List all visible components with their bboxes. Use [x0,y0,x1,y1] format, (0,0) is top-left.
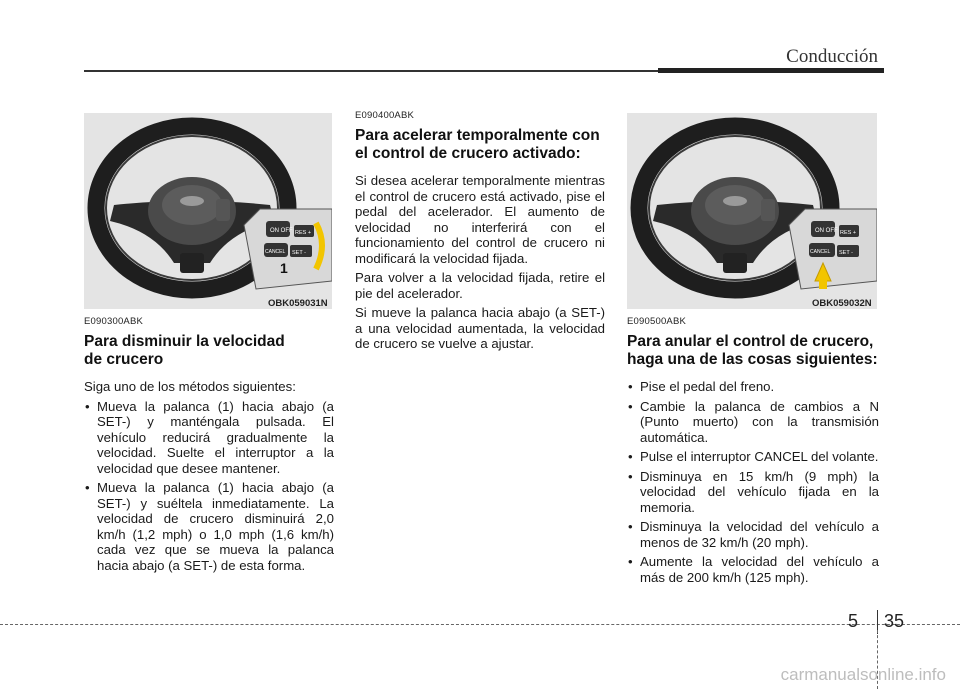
paragraph: Si mueve la palanca hacia abajo (a SET-) a una velocidad aumentada, la velocidad de crucero se vuelve a ajustar. [355,305,605,351]
section-heading: Para anular el control de crucero, haga una de las cosas siguientes: [627,333,878,368]
list-item: • Mueva la palanca (1) hacia abajo (a SET-) y manténgala pulsada. El vehículo reducirá gradualmente la velocidad. Suelte el interruptor a la velocidad que desee mantener. [84,399,334,477]
switch-on-off-label: ON OFF [270,228,293,234]
paragraph: Si desea acelerar temporalmente mientras el control de crucero está activado, pise el pedal del acelerador. El aumento de velocidad no interferirá con el funcionamiento del control de crucero ni modificará la velocidad fijada. [355,173,605,266]
list-item: • Pulse el interruptor CANCEL del volante. [627,449,879,465]
watermark: carmanualsonline.info [780,665,946,684]
method-list [84,399,334,574]
switch-inset-right [789,209,877,289]
right-column-text [627,316,879,589]
section-code: E090300ABK [84,316,144,327]
middle-column-text [355,110,605,352]
steering-wheel-figure-right [627,113,877,309]
switch-set-label: SET - [292,250,306,256]
list-item: • Disminuya la velocidad del vehículo a menos de 32 km/h (20 mph). [627,519,879,550]
steering-wheel-figure-left [84,113,332,309]
switch-res-label: RES + [840,230,857,236]
left-column-text [84,316,334,577]
figure-caption-left: OBK059031N [268,298,328,309]
switch-cancel-label: CANCEL [810,249,831,255]
switch-res-label: RES + [295,230,312,236]
chapter-number: 5 [848,611,859,631]
list-item: • Pise el pedal del freno. [627,379,879,395]
list-item: • Aumente la velocidad del vehículo a más de 200 km/h (125 mph). [627,554,879,585]
section-code: E090500ABK [627,316,687,327]
section-heading: Para disminuir la velocidad de crucero [84,333,285,368]
list-item: • Cambie la palanca de cambios a N (Punto muerto) con la transmisión automática. [627,399,879,446]
paragraph: Para volver a la velocidad fijada, retire el pie del acelerador. [355,270,605,301]
intro-text: Siga uno de los métodos siguientes: [84,379,296,394]
switch-set-label: SET - [839,250,853,256]
lever-number-label: 1 [280,260,288,276]
switch-cancel-label: CANCEL [265,249,286,255]
switch-on-off-label: ON OFF [815,228,838,234]
section-title: Conducción [786,46,878,67]
cancel-method-list [627,379,879,585]
list-item: • Disminuya en 15 km/h (9 mph) la velocidad del vehículo fijada en la memoria. [627,469,879,516]
section-code: E090400ABK [355,110,415,121]
page-number: 35 [884,611,905,631]
footer-divider [0,624,960,625]
switch-inset-left [244,209,332,289]
figure-caption-right: OBK059032N [812,298,872,309]
header-rule-accent [658,68,884,73]
list-item: • Mueva la palanca (1) hacia abajo (a SET-) y suéltela inmediatamente. La velocidad de crucero disminuirá 2,0 km/h (1,2 mph) o 1,0 mph (1,6 km/h) cada vez que se mueva la palanca hacia abajo (a SET-) de esta forma. [84,480,334,573]
section-heading: Para acelerar temporalmente con el control de crucero activado: [355,127,600,162]
